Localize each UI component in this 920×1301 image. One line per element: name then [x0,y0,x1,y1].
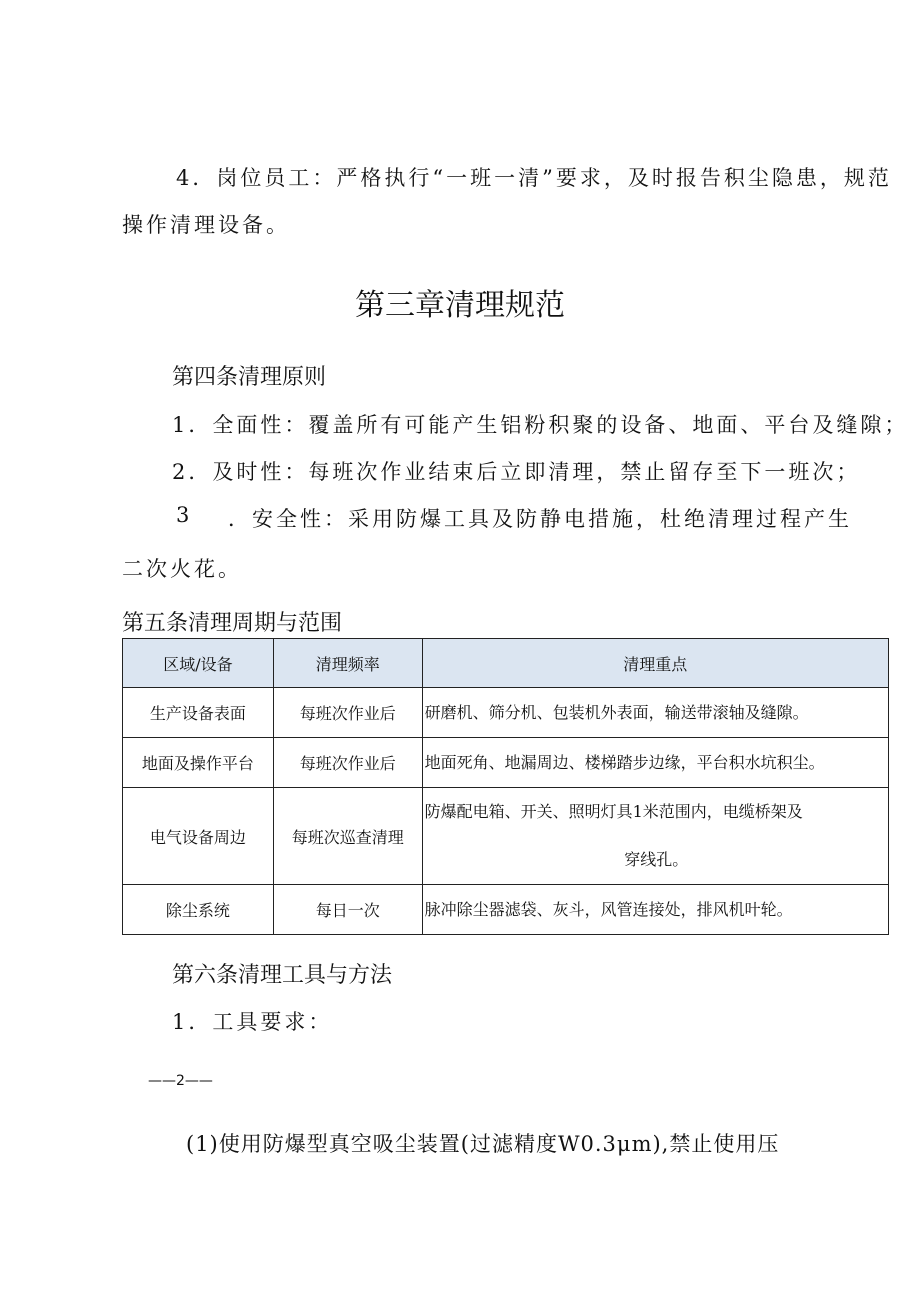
row-area: 电气设备周边 [123,788,274,885]
article-5-title: 第五条清理周期与范围 [122,611,343,636]
table-row [123,738,889,788]
principle-item-1: 1．全面性：覆盖所有可能产生铝粉积聚的设备、地面、平台及缝隙； [172,413,909,437]
principle-item-3-text: ．安全性：采用防爆工具及防静电措施，杜绝清理过程产生 [228,507,852,531]
row-frequency: 每班次作业后 [273,688,422,738]
article-6-title: 第六条清理工具与方法 [172,963,393,988]
duty-item-4-line2: 操作清理设备。 [122,213,290,237]
header-focus: 清理重点 [422,639,888,688]
table-row [123,885,889,935]
article-4-title: 第四条清理原则 [172,365,327,390]
row-area: 地面及操作平台 [123,738,274,788]
header-area: 区域/设备 [123,639,274,688]
cleaning-schedule-table [122,638,889,935]
row-frequency: 每日一次 [273,885,422,935]
principle-item-2: 2．及时性：每班次作业结束后立即清理，禁止留存至下一班次； [172,460,861,484]
row-focus: 研磨机、筛分机、包装机外表面，输送带滚轴及缝隙。 [422,688,888,738]
row-area: 除尘系统 [123,885,274,935]
row-focus-line-1: 防爆配电箱、开关、照明灯具1米范围内，电缆桥架及 [424,802,803,821]
tool-requirement-item-1: 1．工具要求： [172,1010,333,1034]
row-focus: 脉冲除尘器滤袋、灰斗，风管连接处，排风机叶轮。 [422,885,888,935]
row-focus [422,788,888,885]
table-row [123,788,889,885]
duty-item-4-line1: 4．岗位员工：严格执行“一班一清”要求，及时报告积尘隐患，规范 [176,166,892,190]
table-row [123,688,889,738]
table-header-row [123,639,889,688]
row-area: 生产设备表面 [123,688,274,738]
principle-item-3-continuation: 二次火花。 [122,557,242,581]
principle-item-3-number: 3 [176,503,193,527]
tool-requirement-subitem-1: (1)使用防爆型真空吸尘装置(过滤精度W0.3μm),禁止使用压 [186,1132,780,1156]
chapter-title: 第三章清理规范 [355,288,565,323]
row-focus-line-2: 穿线孔。 [624,850,689,869]
row-focus: 地面死角、地漏周边、楼梯踏步边缘，平台积水坑积尘。 [422,738,888,788]
page-number: ——2—— [148,1073,213,1089]
row-frequency: 每班次巡查清理 [273,788,422,885]
row-frequency: 每班次作业后 [273,738,422,788]
header-frequency: 清理频率 [273,639,422,688]
